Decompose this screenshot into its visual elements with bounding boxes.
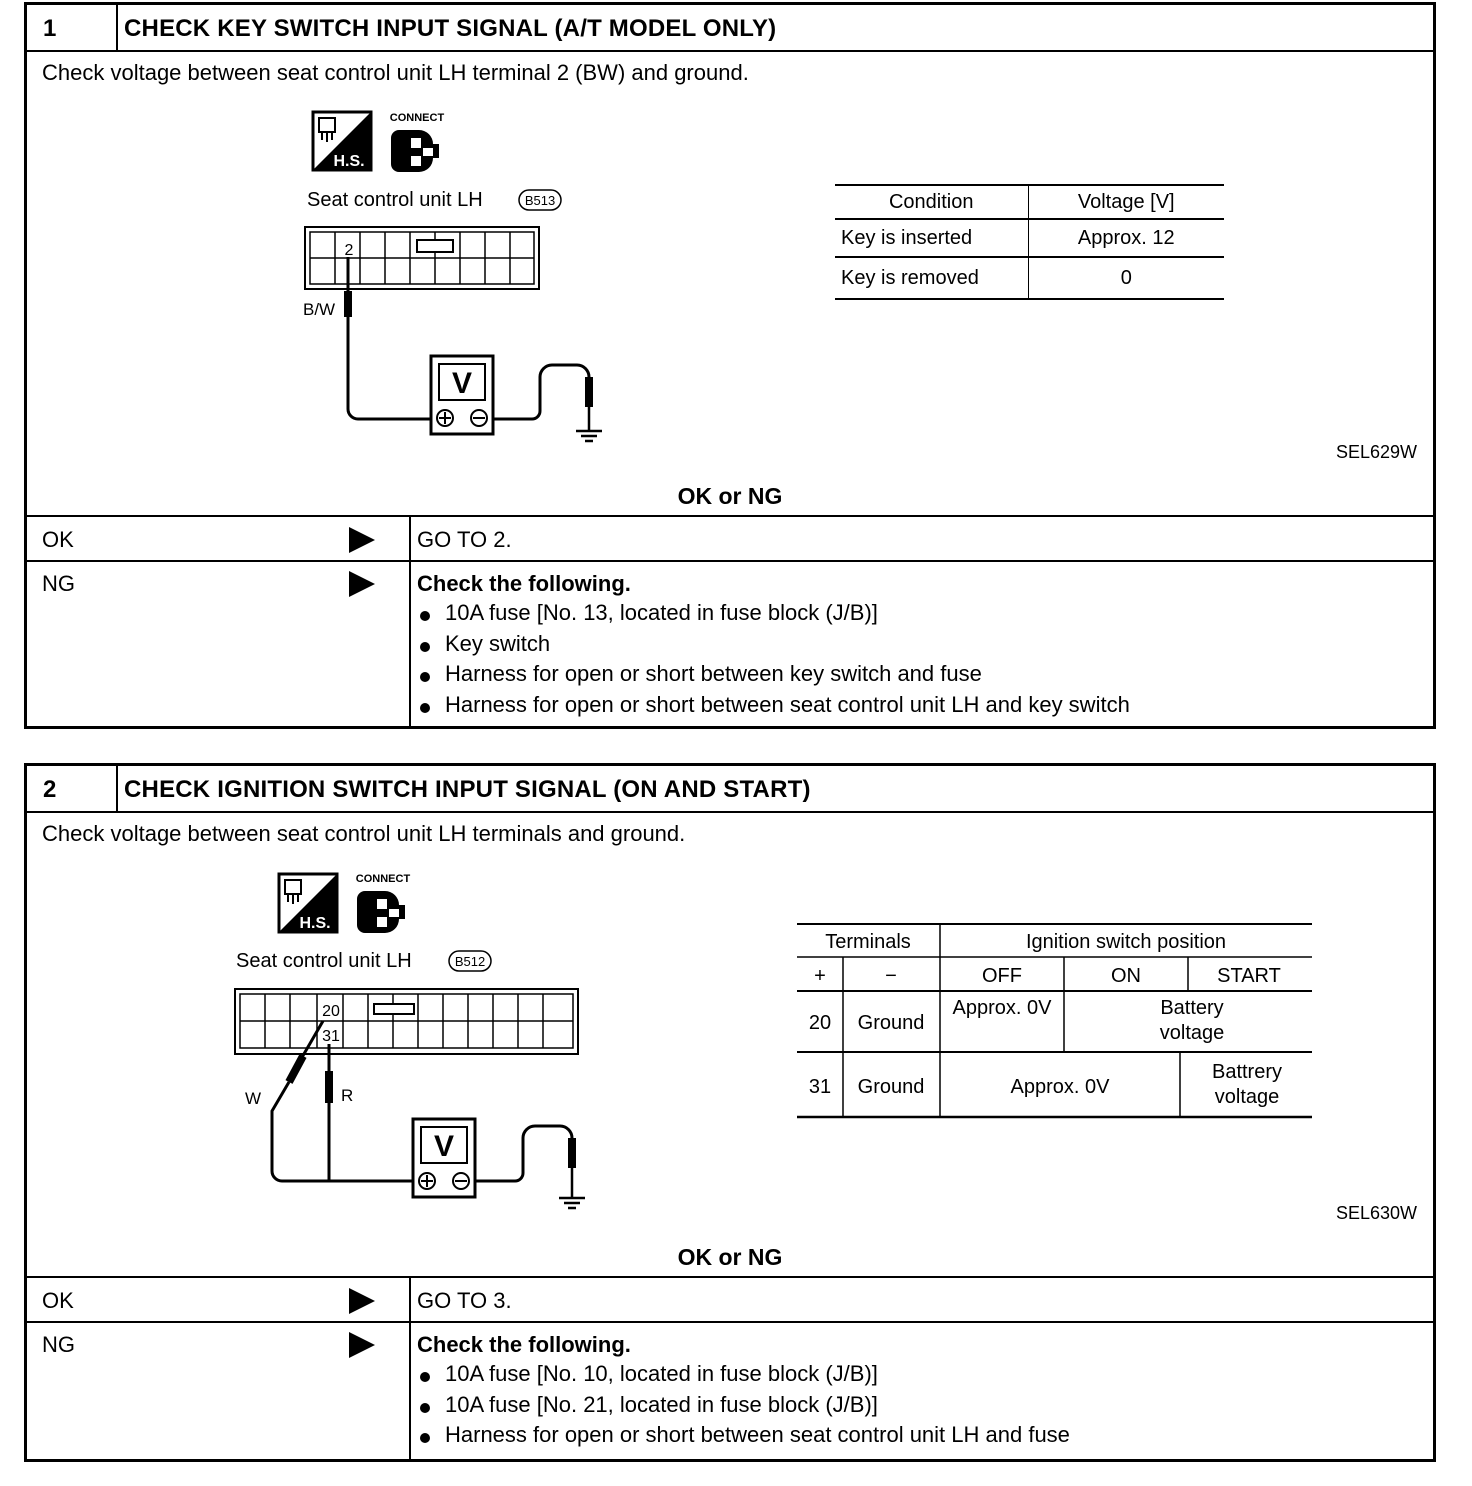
table-header: Terminals (825, 931, 911, 953)
ok-action: GO TO 2. (417, 527, 512, 552)
step-2-box (24, 763, 1436, 1462)
list-item: Harness for open or short between seat control unit LH and key switch (417, 692, 1130, 723)
table-cell: Key is removed (835, 257, 1028, 299)
arrow-icon (349, 1288, 375, 1314)
table-cell: Battery voltage (1159, 997, 1225, 1044)
table-cell: Approx. 0V (952, 997, 1052, 1019)
table-header: OFF (982, 965, 1022, 987)
terminal-label: 20 (322, 1003, 340, 1020)
step-title: CHECK IGNITION SWITCH INPUT SIGNAL (ON AND START) (124, 776, 811, 803)
ng-label: NG (42, 1332, 75, 1357)
table-header: Ignition switch position (1025, 931, 1227, 953)
ng-label: NG (42, 571, 75, 596)
figure-ref: SEL630W (1335, 1203, 1417, 1223)
divider (27, 1321, 1433, 1323)
connector-code: B512 (454, 954, 486, 969)
ok-action: GO TO 3. (417, 1288, 512, 1313)
table-header: Voltage [V] (1028, 185, 1224, 219)
ng-heading: Check the following. (417, 571, 631, 596)
terminal-label: 2 (344, 242, 354, 259)
step-title: CHECK KEY SWITCH INPUT SIGNAL (A/T MODEL ONLY) (124, 15, 777, 42)
table-cell: Approx. 12 (1028, 219, 1224, 257)
step-instruction: Check voltage between seat control unit LH terminals and ground. (42, 821, 686, 846)
ignition-voltage-table (27, 766, 1433, 1166)
connector-code: B513 (524, 193, 556, 208)
step-number: 2 (43, 776, 57, 803)
voltmeter (431, 356, 493, 434)
list-item: Harness for open or short between key switch and fuse (417, 661, 1130, 692)
probe (344, 291, 352, 317)
unit-label: Seat control unit LH (307, 189, 483, 211)
ng-check-list (417, 1361, 1070, 1453)
ok-label: OK (42, 527, 74, 552)
table-cell: 20 (808, 1012, 832, 1034)
table-header: ON (1111, 965, 1141, 987)
step-1-box (24, 2, 1436, 729)
list-item: 10A fuse [No. 21, located in fuse block (J/B)] (417, 1392, 1070, 1423)
list-item: Key switch (417, 631, 1130, 662)
list-item: 10A fuse [No. 10, located in fuse block (J/B)] (417, 1361, 1070, 1392)
table-cell: Key is inserted (835, 219, 1028, 257)
ground-symbol (576, 407, 602, 441)
table-cell: Battrery voltage (1211, 1061, 1283, 1108)
connect-label: CONNECT (389, 112, 445, 124)
list-item: Harness for open or short between seat control unit LH and fuse (417, 1422, 1070, 1453)
arrow-icon (349, 571, 375, 597)
step-instruction: Check voltage between seat control unit LH terminal 2 (BW) and ground. (42, 60, 749, 85)
table-cell: Ground (857, 1076, 925, 1098)
ground-symbol (559, 1168, 585, 1208)
table-cell: 0 (1028, 257, 1224, 299)
table-cell: Approx. 0V (1010, 1076, 1110, 1098)
ok-or-ng-prompt: OK or NG (677, 483, 783, 509)
figure-ref: SEL629W (1335, 442, 1417, 462)
meter-label: V (451, 367, 473, 400)
table-header: Condition (835, 185, 1028, 219)
harness-side-icon (313, 112, 371, 170)
table-cell: Ground (857, 1012, 925, 1034)
hs-label: H.S. (333, 153, 365, 170)
step-number: 1 (43, 15, 57, 42)
connect-icon (390, 112, 445, 172)
divider (27, 515, 1433, 517)
table-cell: 31 (808, 1076, 832, 1098)
divider (27, 560, 1433, 562)
ok-label: OK (42, 1288, 74, 1313)
table-header: START (1217, 965, 1281, 987)
ok-or-ng-prompt: OK or NG (677, 1244, 783, 1270)
ng-check-list (417, 600, 1130, 722)
ng-heading: Check the following. (417, 1332, 631, 1357)
voltage-table (835, 184, 1224, 300)
divider (409, 517, 411, 729)
wire-color-label: B/W (303, 300, 336, 319)
hs-label: H.S. (299, 915, 331, 932)
table-header: − (885, 965, 897, 987)
terminal-label: 31 (322, 1028, 340, 1045)
arrow-icon (349, 1332, 375, 1358)
table-header: + (814, 965, 826, 987)
connector (305, 227, 539, 289)
unit-label: Seat control unit LH (236, 950, 412, 972)
divider (409, 1278, 411, 1462)
arrow-icon (349, 527, 375, 553)
meter-label: V (433, 1130, 455, 1163)
divider (27, 1276, 1433, 1278)
wire-color-label: W (245, 1089, 262, 1108)
connector-code-badge (519, 190, 561, 210)
list-item: 10A fuse [No. 13, located in fuse block (J/B)] (417, 600, 1130, 631)
connect-label: CONNECT (355, 873, 411, 885)
wire-color-label: R (341, 1086, 354, 1105)
